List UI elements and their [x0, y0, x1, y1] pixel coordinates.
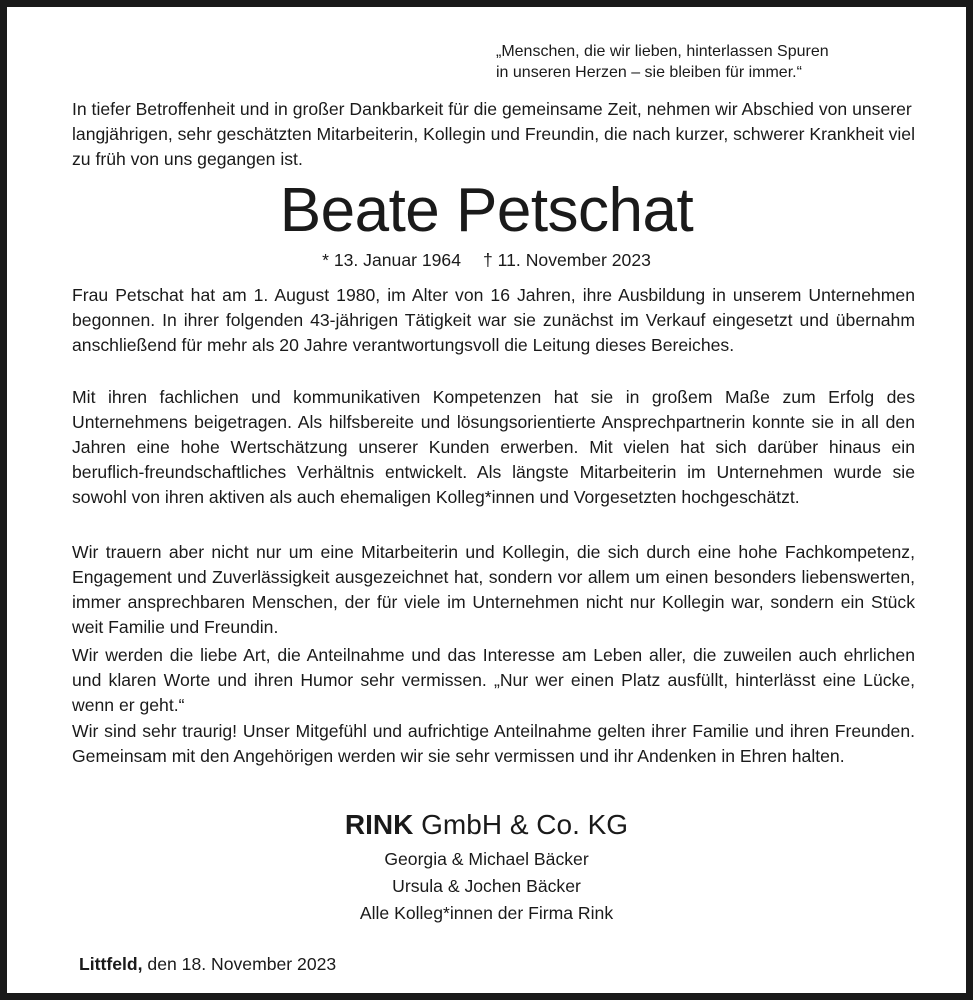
company-name-rest: GmbH & Co. KG — [421, 809, 629, 840]
intro-paragraph: In tiefer Betroffenheit und in großer Dankbarkeit für die gemeinsame Zeit, nehmen wir Abschied von unserer langjährigen, sehr geschätzten Mitarbeiterin, Kollegin und Freundin, die nach kurzer, schwerer Krankheit viel zu früh von uns gegangen ist. — [72, 99, 916, 169]
death-date: † 11. November 2023 — [483, 250, 651, 270]
body-paragraph-5: Wir sind sehr traurig! Unser Mitgefühl und aufrichtige Anteilnahme gelten ihrer Familie und ihren Freunden. Gemeinsam mit den Angehörigen werden wir sie sehr vermissen und ihr Andenken in Ehren halten. — [72, 721, 915, 766]
company-name-bold: RINK — [344, 809, 414, 840]
quote-line-2: in unseren Herzen – sie bleiben für immer.“ — [496, 64, 802, 81]
signatory-3: Alle Kolleg*innen der Firma Rink — [359, 903, 614, 923]
body-paragraph-2: Mit ihren fachlichen und kommunikativen Kompetenzen hat sie in großem Maße zum Erfolg des Unternehmens beigetragen. Als hilfsbereite und lösungsorientierte Ansprechpartnerin konnte sie in all den Jahren eine hohe Wertschätzung unserer Kunden erwerben. Mit vielen hat sich darüber hinaus ein beruflich-freundschaftliches Verhältnis entwickelt. Als längste Mitarbeiterin im Unternehmen wurde sie sowohl von ihren aktiven als auch ehemaligen Kolleg*innen und Vorgesetzten hochgeschätzt. — [72, 387, 915, 507]
date: den 18. November 2023 — [147, 954, 337, 974]
life-dates — [7, 248, 966, 272]
place-and-date — [79, 952, 336, 976]
quote-line-1: „Menschen, die wir lieben, hinterlassen Spuren — [496, 43, 829, 60]
memorial-quote — [496, 41, 829, 83]
deceased-name: Beate Petschat — [279, 176, 694, 245]
birth-date: * 13. Januar 1964 — [322, 250, 461, 270]
body-paragraph-4: Wir werden die liebe Art, die Anteilnahme und das Interesse am Leben aller, die zuweilen auch ehrlichen und klaren Worte und ihren Humor sehr vermissen. „Nur wer einen Platz ausfüllt, hinterlässt eine Lücke, wenn er geht.“ — [72, 645, 915, 715]
company-name — [7, 807, 966, 843]
body-paragraph-1: Frau Petschat hat am 1. August 1980, im Alter von 16 Jahren, ihre Ausbildung in unserem Unternehmen begonnen. In ihrer folgenden 43-jährigen Tätigkeit war sie zunächst im Verkauf eingesetzt und übernahm anschließend für mehr als 20 Jahre verantwortungsvoll die Leitung dieses Bereiches. — [72, 285, 915, 355]
body-paragraph-3: Wir trauern aber nicht nur um eine Mitarbeiterin und Kollegin, die sich durch eine hohe Fachkompetenz, Engagement und Zuverlässigkeit ausgezeichnet hat, sondern vor allem um einen besonders liebenswerten, immer ansprechbaren Menschen, der für viele im Unternehmen nicht nur Kollegin war, sondern ein Stück weit Familie und Freundin. — [72, 542, 915, 637]
signatory-1: Georgia & Michael Bäcker — [384, 849, 589, 869]
place: Littfeld, — [79, 954, 143, 974]
signatory-2: Ursula & Jochen Bäcker — [392, 876, 581, 896]
